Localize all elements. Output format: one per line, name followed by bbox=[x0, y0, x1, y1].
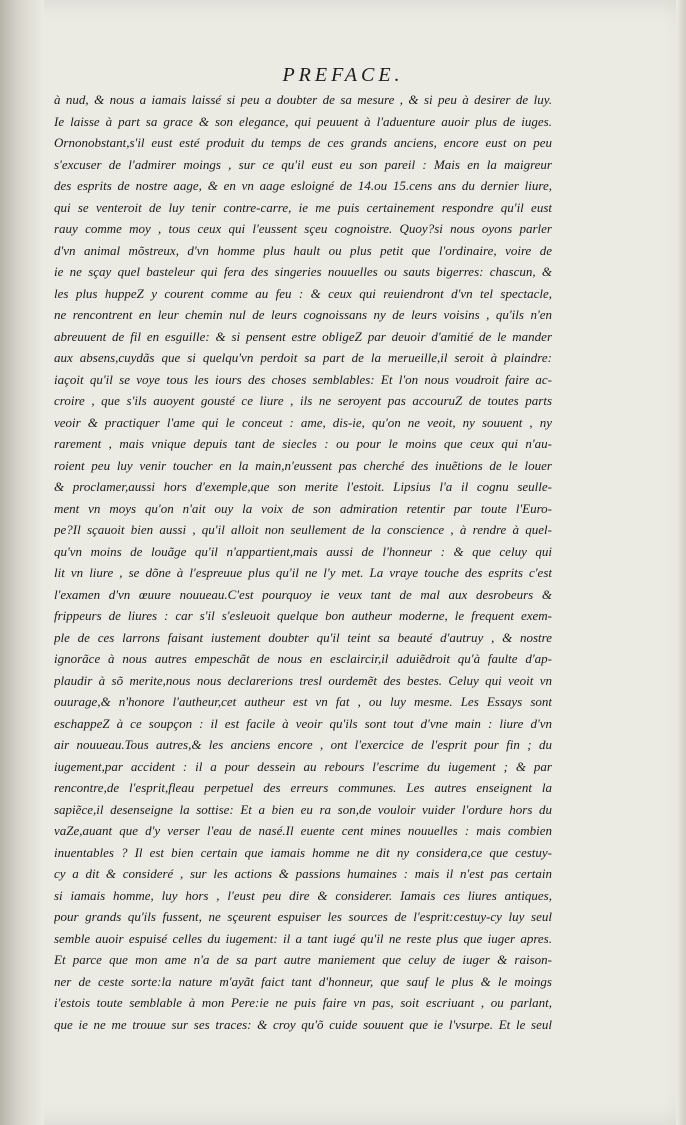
text-line: l'examen d'vn œuure nouueau.C'est pourquoy ie veux tant de mal aux desrobeurs & bbox=[54, 586, 552, 602]
text-line: sapiẽce,il desenseigne la sottise: Et a bien eu ra son,de vouloir vuider l'ordure hors du bbox=[54, 801, 552, 817]
text-line: Ornonobstant,s'il eust esté produit du temps de ces grands anciens, encore eust on peu bbox=[54, 135, 552, 150]
text-line: rencontre,de l'esprit,fleau perpetuel des erreurs communes. Les autres enseignent la bbox=[54, 780, 552, 795]
page-edge bbox=[676, 0, 686, 1125]
text-line: veoir & practiquer l'ame qui le conceut : ame, dis-ie, qu'on ne veoit, ny souuent , ny bbox=[54, 414, 552, 430]
text-line: Ie laisse à part sa grace & son elegance, qui peuuent à l'aduenture auoir plus de iuges. bbox=[54, 113, 552, 129]
text-line: & proclamer,aussi hors d'exemple,que son merite l'estoit. Lipsius l'a il cognu seulle- bbox=[54, 479, 552, 494]
text-line: rauy comme moy , tous ceux qui l'eussent sçeu cognoistre. Quoy?si nous oyons parler bbox=[54, 221, 552, 236]
binding-gutter bbox=[0, 0, 44, 1125]
text-line: ner de ceste sorte:la nature m'ayãt faict tant d'honneur, que sauf le plus & le moings bbox=[54, 973, 552, 989]
body-text bbox=[54, 89, 552, 1035]
text-line: à nud, & nous a iamais laissé si peu a doubter de sa mesure , & si peu à desirer de luy. bbox=[54, 92, 552, 107]
text-line: plaudir à sõ merite,nous nous declarerions tresl ourdemẽt des bestes. Celuy qui veoit vn bbox=[54, 672, 552, 688]
text-line: si iamais homme, luy hors , l'eust peu dire & considerer. Iamais ces liures antiques, bbox=[54, 887, 552, 903]
text-line: qui se venteroit de luy tenir contre-carre, ie me puis certainement respondre qu'il eust bbox=[54, 199, 552, 215]
text-line: iugement,par accident : il a pour dessein au rebours l'escrime du iugement ; & par bbox=[54, 758, 552, 774]
text-line: des esprits de nostre aage, & en vn aage esloigné de 14.ou 15.cens ans du dernier liure, bbox=[54, 178, 552, 193]
text-line: frippeurs de liures : car s'il s'esleuoit quelque bon autheur moderne, le frequent exem- bbox=[54, 608, 552, 623]
text-line: cy a dit & consideré , sur les actions & passions humaines : mais il n'est pas certain bbox=[54, 866, 552, 881]
text-line: lit vn liure , se dõne à l'espreuue plus qu'il ne l'y met. La vraye touche des esprits c'est bbox=[54, 565, 552, 580]
text-line: pe?Il sçauoit bien aussi , qu'il alloit non seullement de la conscience , à rendre à quel- bbox=[54, 522, 552, 537]
text-line: que ie ne me trouue sur ses traces: & croy qu'õ cuide souuent que ie l'vsurpe. Et le seul bbox=[54, 1016, 552, 1032]
text-line: ple de ces larrons faisant iustement doubter qu'il teint sa beauté d'autruy , & nostre bbox=[54, 629, 552, 645]
text-line: rarement , mais vnique depuis tant de siecles : ou pour le moins que ceux qui n'au- bbox=[54, 436, 552, 451]
text-line: ignorãce à nous autres empeschãt de nous en esclaircir,il aduiẽdroit qu'à faulte d'ap- bbox=[54, 651, 552, 666]
text-line: eschappeZ à ce soupçon : il est facile à veoir qu'ils sont tout d'vne main : liure d'vn bbox=[54, 715, 552, 731]
text-line: i'estois toute semblable à mon Pere:ie ne puis faire vn pas, soit escriuant , ou parlant, bbox=[54, 995, 552, 1010]
text-line: ment vn moys qu'on n'ait ouy la voix de son admiration retentir par toute l'Euro- bbox=[54, 500, 552, 516]
text-line: vaZe,auant que d'y verser l'eau de nasé.Il euente cent mines nouuelles : mais combien bbox=[54, 823, 552, 838]
text-line: pour grands qu'ils fussent, ne sçeurent espuiser les sources de l'esprit:cestuy-cy luy seul bbox=[54, 909, 552, 924]
running-head: PREFACE. bbox=[282, 64, 404, 86]
text-line: air nouueau.Tous autres,& les anciens encore , ont l'exercice de l'esprit pour fin ; du bbox=[54, 737, 552, 752]
text-line: ne rencontrent en leur chemin nul de leurs cognoissans ny de leurs voisins , qu'ils n'en bbox=[54, 307, 552, 322]
text-line: roient peu luy venir toucher en la main,n'eussent pas cherché des inuẽtions de le louer bbox=[54, 457, 552, 473]
text-line: qu'vn moins de louãge qu'il n'appartient,mais aussi de l'honneur : & que celuy qui bbox=[54, 543, 552, 559]
text-line: s'excuser de l'admirer moings , sur ce qu'il eust eu son pareil : Mais en la maigreur bbox=[54, 156, 552, 172]
text-line: aux absens,cuydãs que si quelqu'vn perdoit sa part de la merueille,il seroit à plaindre: bbox=[54, 350, 552, 365]
text-line: ouurage,& n'honore l'autheur,cet autheur est vn fat , ou luy mesme. Les Essays sont bbox=[54, 694, 552, 709]
text-line: semble auoir espuisé celles du iugement: il a tant iugé qu'il ne reste plus que iuger apres. bbox=[54, 930, 552, 946]
text-line: ie ne sçay quel basteleur qui fera des singeries nouuelles ou sauts bigerres: chascun, & bbox=[54, 264, 552, 279]
text-line: les plus huppeZ y courent comme au feu : & ceux qui reuiendront d'vn tel spectacle, bbox=[54, 285, 552, 301]
text-line: croire , que s'ils auoyent gousté ce liure , ils ne seroyent pas accouruZ de toutes parts bbox=[54, 393, 552, 408]
text-line: d'vn animal mõstreux, d'vn homme plus hault ou plus petit que l'ordinaire, voire de bbox=[54, 242, 552, 258]
text-line: iaçoit qu'il se voye tous les iours des choses semblables: Et l'on nous voudroit faire ac- bbox=[54, 371, 552, 387]
text-line: inuentables ? Il est bien certain que iamais homme ne dit ny considera,ce que cestuy- bbox=[54, 844, 552, 860]
text-line: Et parce que mon ame n'a de sa part autre maniement que celuy de iuger & raison- bbox=[54, 952, 552, 967]
text-line: abreuuent de fil en esguille: & si pensent estre obligeZ par deuoir d'amitié de le mander bbox=[54, 328, 552, 344]
